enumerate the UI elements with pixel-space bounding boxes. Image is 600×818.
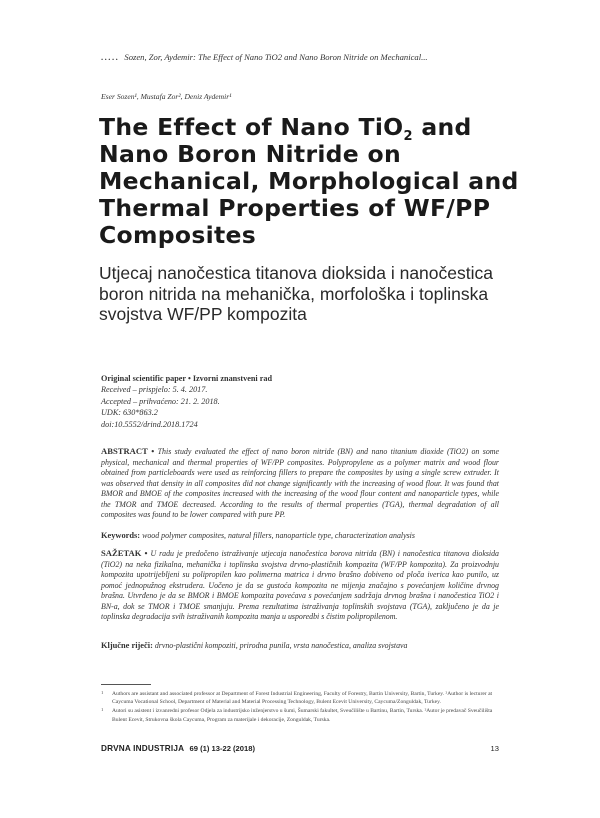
abstract-en [101, 446, 499, 521]
footnote-text: Authors are assistant and associated professor at Department of Forest Industrial Engineering, Faculty of Forestry, Bartin University, Bartin, Turkey. ²Author is lecturer at Caycuma Vocational School, Department of Material and Material Processing Technology, Bulent Ecevit University, Caycuma/Zonguldak, Turkey. [112, 691, 493, 706]
sazetak-label: SAŽETAK • [101, 548, 148, 558]
footnote-item [101, 707, 499, 723]
abstract-label: ABSTRACT • [101, 446, 155, 456]
article-metadata [101, 373, 501, 430]
sazetak-text: U radu je predočeno istraživanje utjecaja nanočestica borova nitrida (BN) i nanočestica titanova dioksida (TiO2) na neka fizikalna, mehanička i toplinska svojstva drvno-plastičnih kompozita (WF/PP kompozita). Za proizvodnju kompozita upotrijebljeni su polipropilen kao polimerna matrica i drvno brašno dobiveno od ploča iverica kao punilo, uz pomoć jednopužnog ekstrudera. Uočeno je da se gustoća kompozita ne mijenja značajno s povećanjem količine drvnog brašna. Utvrđeno je da se BMOR i BMOE kompozita povećava s povećanjem sadržaja drvnog brašna i nanočestica TiO2 i BN-a, dok se TMOR i TMOE smanjuju. Prema rezultatima istraživanja toplinskih svojstava (TGA), zaključeno je da je toplinska degradacija svih istraživanih kompozita manja u usporedbi s čistim polipropilenom. [101, 549, 499, 622]
paper-type: Original scientific paper • Izvorni znanstveni rad [101, 374, 273, 383]
keywords-en [101, 531, 499, 542]
doi-link[interactable]: doi:10.5552/drind.2018.1724 [101, 419, 198, 429]
title-rest: and Nano Boron Nitride on Mechanical, Morphological and Thermal Properties of WF/PP Composites [99, 113, 519, 249]
journal-issue: 69 (1) 13-22 (2018) [189, 744, 255, 753]
footnotes [101, 690, 499, 725]
kljucne-text: drvno-plastični kompoziti, prirodna punila, vrsta nanočestica, analiza svojstava [154, 641, 408, 650]
running-head [101, 52, 521, 62]
title-line1-prefix: The Effect of Nano TiO [99, 113, 404, 141]
footnote-text: Autori su asistent i izvanredni profesor Odjela za industrijsko inženjerstvo u šumi, Šumarski fakultet, Sveučilište u Bartinu, Bartin, Turska. ²Autor je predavač Sveučilišta Bulent Ecevit, Strukovna škola Caycuma, Program za materijale i dekoracije, Zonguldak, Turska. [112, 708, 493, 723]
author-list: Eser Sozen¹, Mustafa Zor², Deniz Aydemir¹ [101, 92, 232, 101]
footnote-mark: 1 [101, 690, 104, 695]
received-date: Received – prispjelo: 5. 4. 2017. [101, 385, 208, 395]
kljucne-label: Ključne riječi: [101, 641, 153, 650]
page-number: 13 [490, 744, 499, 753]
abstract-hr [101, 548, 499, 623]
article-title-english [99, 114, 519, 249]
title-subscript: 2 [403, 129, 413, 144]
footnote-divider [101, 684, 151, 685]
keywords-hr [101, 641, 499, 652]
footnote-mark: 1 [101, 707, 104, 713]
running-head-text: Sozen, Zor, Aydemir: The Effect of Nano TiO2 and Nano Boron Nitride on Mechanical... [124, 52, 428, 62]
journal-name: DRVNA INDUSTRIJA [101, 744, 185, 753]
abstract-text: This study evaluated the effect of nano boron nitride (BN) and nano titanium dioxide (TiO2) on some physical, mechanical and thermal properties of WF/PP composites. Polypropylene as a polymer matrix and wood flour obtained from particleboards were used as reinforcing fillers to prepare the composites by using a single screw extruder. It was observed that density in all composites did not change significantly with the increasing of wood flour. It was found that BMOR and BMOE of the composites increased with the increasing of the wood flour content and nanoparticle types, while the TMOR and TMOE decreased. According to the results of thermal properties (TGA), thermal degradation of all composites was found to be lower compared with pure PP. [101, 447, 499, 520]
udk-code: UDK: 630*863.2 [101, 408, 158, 418]
page-footer [101, 744, 499, 756]
keywords-text: wood polymer composites, natural fillers, nanoparticle type, characterization analysis [142, 531, 415, 540]
accepted-date: Accepted – prihvaćeno: 21. 2. 2018. [101, 396, 220, 406]
article-title-croatian: Utjecaj nanočestica titanova dioksida i nanočestica boron nitrida na mehanička, morfološka i toplinska svojstva WF/PP kompozita [99, 263, 493, 324]
keywords-label: Keywords: [101, 531, 141, 540]
running-head-dots: ..... [101, 52, 120, 62]
footnote-item [101, 690, 499, 706]
